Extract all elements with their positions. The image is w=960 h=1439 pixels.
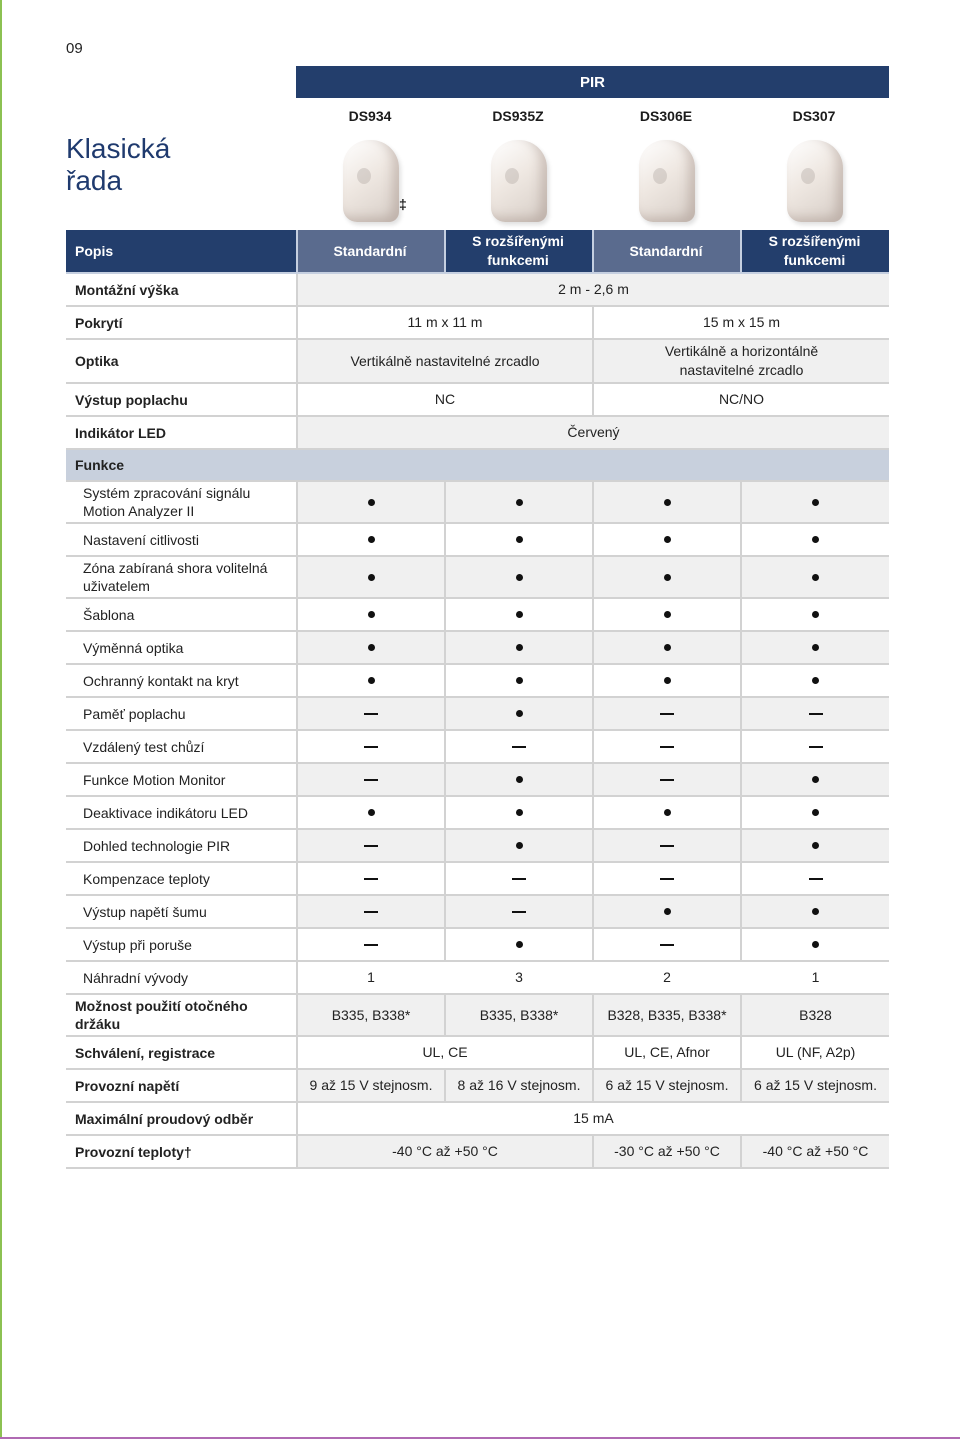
feature-row bbox=[66, 863, 889, 896]
supported-dot-icon bbox=[516, 710, 523, 717]
optics-value: Vertikálně a horizontálně nastavitelné zrcadlo bbox=[664, 343, 819, 378]
column-divider bbox=[592, 307, 594, 338]
column-divider bbox=[296, 384, 298, 415]
section-label: Funkce bbox=[75, 457, 125, 473]
column-divider bbox=[296, 863, 298, 894]
column-divider bbox=[296, 599, 298, 630]
voltage-value: 6 až 15 V stejnosm. bbox=[754, 1077, 877, 1093]
column-divider bbox=[740, 665, 742, 696]
row-provozni-teploty bbox=[66, 1136, 889, 1169]
column-divider bbox=[740, 764, 742, 795]
spec-table bbox=[66, 230, 889, 1169]
feature-cell bbox=[446, 665, 592, 696]
feature-cell bbox=[298, 764, 444, 795]
page-number: 09 bbox=[66, 40, 83, 57]
feature-cell bbox=[742, 830, 889, 861]
feature-cell bbox=[446, 524, 592, 555]
row-label: Popis bbox=[75, 243, 114, 259]
row-label: Maximální proudový odběr bbox=[75, 1110, 254, 1127]
spare-terminals-value: 3 bbox=[515, 969, 523, 985]
column-divider bbox=[296, 830, 298, 861]
optics-value: Vertikálně nastavitelné zrcadlo bbox=[350, 352, 540, 369]
title-line-1: Klasická bbox=[66, 133, 171, 164]
row-montazni-vyska bbox=[66, 274, 889, 307]
supported-dot-icon bbox=[812, 536, 819, 543]
feature-cell bbox=[298, 599, 444, 630]
column-divider bbox=[444, 830, 446, 861]
not-supported-dash-icon bbox=[512, 878, 526, 880]
dagger-mark: ‡ bbox=[399, 196, 407, 212]
column-divider bbox=[444, 698, 446, 729]
model-ds935z: DS935Z bbox=[492, 108, 544, 124]
voltage-value: 9 až 15 V stejnosm. bbox=[309, 1077, 433, 1093]
column-divider bbox=[444, 797, 446, 828]
feature-row bbox=[66, 764, 889, 797]
column-divider bbox=[444, 632, 446, 663]
supported-dot-icon bbox=[516, 842, 523, 849]
type-extended: S rozšířenými funkcemi bbox=[444, 230, 592, 272]
column-divider bbox=[592, 340, 594, 382]
feature-row bbox=[66, 698, 889, 731]
feature-cell bbox=[742, 929, 889, 960]
feature-cell bbox=[742, 797, 889, 828]
feature-cell bbox=[594, 731, 740, 762]
feature-row bbox=[66, 797, 889, 830]
sensor-image-ds935z bbox=[491, 140, 547, 222]
column-divider bbox=[296, 929, 298, 960]
led-indicator-value: Červený bbox=[567, 424, 620, 440]
feature-cell bbox=[594, 557, 740, 597]
not-supported-dash-icon bbox=[660, 779, 674, 781]
title-line-2: řada bbox=[66, 165, 123, 196]
feature-cell bbox=[446, 764, 592, 795]
supported-dot-icon bbox=[368, 809, 375, 816]
row-label: Schválení, registrace bbox=[75, 1044, 216, 1061]
feature-label: Nastavení citlivosti bbox=[83, 531, 199, 548]
column-divider bbox=[592, 896, 594, 927]
column-divider bbox=[592, 1037, 594, 1068]
feature-cell bbox=[742, 599, 889, 630]
column-divider bbox=[592, 731, 594, 762]
sensor-image-ds934 bbox=[343, 140, 399, 222]
sensor-image-ds306e bbox=[639, 140, 695, 222]
feature-cell bbox=[594, 632, 740, 663]
not-supported-dash-icon bbox=[364, 911, 378, 913]
alarm-output-value: NC/NO bbox=[718, 391, 765, 407]
column-divider bbox=[740, 1136, 742, 1167]
feature-row bbox=[66, 830, 889, 863]
model-ds934: DS934 bbox=[348, 108, 392, 124]
feature-label: Výstup napětí šumu bbox=[83, 903, 207, 920]
feature-row bbox=[66, 632, 889, 665]
feature-row bbox=[66, 896, 889, 929]
supported-dot-icon bbox=[812, 644, 819, 651]
column-divider bbox=[592, 995, 594, 1035]
supported-dot-icon bbox=[516, 644, 523, 651]
feature-label: Funkce Motion Monitor bbox=[83, 771, 226, 788]
column-divider bbox=[740, 230, 742, 272]
bracket-value: B328, B335, B338* bbox=[607, 1006, 727, 1023]
spare-terminals-value: 1 bbox=[367, 969, 375, 985]
column-divider bbox=[740, 524, 742, 555]
column-divider bbox=[592, 1136, 594, 1167]
column-divider bbox=[444, 482, 446, 522]
supported-dot-icon bbox=[368, 536, 375, 543]
column-divider bbox=[592, 632, 594, 663]
column-divider bbox=[592, 557, 594, 597]
supported-dot-icon bbox=[812, 776, 819, 783]
feature-label: Dohled technologie PIR bbox=[83, 837, 231, 854]
column-divider bbox=[740, 731, 742, 762]
supported-dot-icon bbox=[368, 499, 375, 506]
feature-row bbox=[66, 524, 889, 557]
left-edge-line bbox=[0, 0, 2, 1439]
column-divider bbox=[296, 230, 298, 272]
supported-dot-icon bbox=[516, 499, 523, 506]
feature-cell bbox=[594, 896, 740, 927]
not-supported-dash-icon bbox=[512, 746, 526, 748]
column-divider bbox=[296, 482, 298, 522]
row-label: Montážní výška bbox=[75, 281, 179, 298]
not-supported-dash-icon bbox=[660, 713, 674, 715]
row-nahradni-vyvody bbox=[66, 962, 889, 995]
supported-dot-icon bbox=[664, 644, 671, 651]
column-divider bbox=[296, 417, 298, 448]
feature-cell bbox=[298, 698, 444, 729]
column-divider bbox=[592, 764, 594, 795]
row-label: Možnost použití otočného držáku bbox=[75, 998, 248, 1032]
type-standard: Standardní bbox=[592, 230, 740, 272]
column-divider bbox=[592, 384, 594, 415]
feature-cell bbox=[298, 632, 444, 663]
feature-cell bbox=[594, 599, 740, 630]
column-divider bbox=[592, 698, 594, 729]
feature-label: Výměnná optika bbox=[83, 639, 184, 656]
not-supported-dash-icon bbox=[364, 713, 378, 715]
feature-cell bbox=[298, 557, 444, 597]
temperature-value: -40 °C až +50 °C bbox=[762, 1143, 869, 1159]
supported-dot-icon bbox=[812, 842, 819, 849]
feature-cell bbox=[446, 731, 592, 762]
bracket-value: B328 bbox=[799, 1006, 832, 1023]
column-divider bbox=[740, 698, 742, 729]
spare-terminals-value: 1 bbox=[811, 969, 820, 985]
column-divider bbox=[592, 524, 594, 555]
not-supported-dash-icon bbox=[660, 878, 674, 880]
not-supported-dash-icon bbox=[660, 746, 674, 748]
supported-dot-icon bbox=[664, 499, 671, 506]
column-divider bbox=[592, 1070, 594, 1101]
row-label: Indikátor LED bbox=[75, 424, 167, 441]
column-divider bbox=[444, 764, 446, 795]
column-divider bbox=[296, 340, 298, 382]
feature-cell bbox=[742, 557, 889, 597]
column-divider bbox=[296, 1070, 298, 1101]
supported-dot-icon bbox=[516, 536, 523, 543]
feature-cell bbox=[298, 896, 444, 927]
column-divider bbox=[740, 830, 742, 861]
not-supported-dash-icon bbox=[364, 746, 378, 748]
feature-label: Vzdálený test chůzí bbox=[83, 738, 205, 755]
feature-cell bbox=[742, 632, 889, 663]
feature-cell bbox=[298, 524, 444, 555]
row-popis bbox=[66, 230, 889, 274]
feature-cell bbox=[446, 863, 592, 894]
column-divider bbox=[296, 1136, 298, 1167]
column-divider bbox=[740, 995, 742, 1035]
supported-dot-icon bbox=[664, 611, 671, 618]
feature-cell bbox=[742, 731, 889, 762]
column-divider bbox=[444, 863, 446, 894]
not-supported-dash-icon bbox=[809, 878, 823, 880]
not-supported-dash-icon bbox=[512, 911, 526, 913]
not-supported-dash-icon bbox=[809, 713, 823, 715]
approval-value: UL (NF, A2p) bbox=[775, 1044, 856, 1060]
feature-cell bbox=[594, 797, 740, 828]
column-divider bbox=[444, 731, 446, 762]
feature-cell bbox=[742, 698, 889, 729]
row-provozni-napeti bbox=[66, 1070, 889, 1103]
feature-cell bbox=[446, 698, 592, 729]
feature-row bbox=[66, 482, 889, 524]
supported-dot-icon bbox=[368, 677, 375, 684]
column-divider bbox=[592, 863, 594, 894]
supported-dot-icon bbox=[812, 677, 819, 684]
supported-dot-icon bbox=[664, 677, 671, 684]
feature-row bbox=[66, 665, 889, 698]
supported-dot-icon bbox=[812, 908, 819, 915]
column-divider bbox=[740, 482, 742, 522]
column-divider bbox=[296, 307, 298, 338]
sensor-image-ds307 bbox=[787, 140, 843, 222]
row-label: Provozní napětí bbox=[75, 1077, 180, 1094]
type-standard: Standardní bbox=[296, 230, 444, 272]
supported-dot-icon bbox=[812, 611, 819, 618]
not-supported-dash-icon bbox=[364, 845, 378, 847]
row-vystup-poplachu bbox=[66, 384, 889, 417]
feature-cell bbox=[594, 482, 740, 522]
row-label: Optika bbox=[75, 353, 119, 369]
feature-cell bbox=[742, 764, 889, 795]
feature-cell bbox=[446, 482, 592, 522]
column-divider bbox=[296, 524, 298, 555]
feature-row bbox=[66, 929, 889, 962]
column-divider bbox=[592, 482, 594, 522]
column-divider bbox=[592, 797, 594, 828]
column-divider bbox=[444, 896, 446, 927]
voltage-value: 8 až 16 V stejnosm. bbox=[457, 1077, 581, 1093]
alarm-output-value: NC bbox=[434, 391, 456, 407]
supported-dot-icon bbox=[368, 611, 375, 618]
row-label: Náhradní vývody bbox=[83, 969, 189, 986]
column-divider bbox=[296, 995, 298, 1035]
not-supported-dash-icon bbox=[809, 746, 823, 748]
feature-cell bbox=[742, 665, 889, 696]
feature-label: Výstup při poruše bbox=[83, 936, 192, 953]
row-label: Pokrytí bbox=[75, 314, 123, 331]
supported-dot-icon bbox=[516, 677, 523, 684]
model-ds307: DS307 bbox=[792, 108, 836, 124]
feature-cell bbox=[594, 929, 740, 960]
column-divider bbox=[592, 665, 594, 696]
column-divider bbox=[444, 524, 446, 555]
column-divider bbox=[296, 797, 298, 828]
bracket-value: B335, B338* bbox=[479, 1006, 559, 1023]
column-divider bbox=[592, 929, 594, 960]
row-schvaleni bbox=[66, 1037, 889, 1070]
column-divider bbox=[444, 599, 446, 630]
column-divider bbox=[296, 665, 298, 696]
row-label: Provozní teploty† bbox=[75, 1143, 192, 1160]
supported-dot-icon bbox=[516, 809, 523, 816]
feature-cell bbox=[446, 797, 592, 828]
column-divider bbox=[592, 830, 594, 861]
supported-dot-icon bbox=[516, 574, 523, 581]
supported-dot-icon bbox=[812, 499, 819, 506]
column-divider bbox=[740, 1037, 742, 1068]
column-divider bbox=[740, 632, 742, 663]
feature-label: Ochranný kontakt na kryt bbox=[83, 672, 239, 689]
row-proudovy-odber bbox=[66, 1103, 889, 1136]
feature-cell bbox=[298, 830, 444, 861]
approval-value: UL, CE, Afnor bbox=[624, 1044, 710, 1060]
row-funkce-section bbox=[66, 450, 889, 482]
column-divider bbox=[296, 731, 298, 762]
supported-dot-icon bbox=[812, 941, 819, 948]
supported-dot-icon bbox=[516, 941, 523, 948]
feature-label: Systém zpracování signálu Motion Analyzer II bbox=[83, 485, 251, 519]
row-pokryti bbox=[66, 307, 889, 340]
feature-rows bbox=[66, 482, 889, 962]
coverage-value: 11 m x 11 m bbox=[407, 314, 483, 330]
column-divider bbox=[444, 1070, 446, 1101]
supported-dot-icon bbox=[368, 644, 375, 651]
column-divider bbox=[740, 797, 742, 828]
supported-dot-icon bbox=[812, 574, 819, 581]
feature-cell bbox=[446, 599, 592, 630]
spare-terminals-value: 2 bbox=[663, 969, 671, 985]
feature-cell bbox=[298, 863, 444, 894]
feature-cell bbox=[594, 524, 740, 555]
not-supported-dash-icon bbox=[364, 878, 378, 880]
feature-label: Paměť poplachu bbox=[83, 705, 186, 722]
column-divider bbox=[592, 599, 594, 630]
column-divider bbox=[444, 665, 446, 696]
voltage-value: 6 až 15 V stejnosm. bbox=[605, 1077, 729, 1093]
feature-cell bbox=[594, 764, 740, 795]
column-divider bbox=[740, 1070, 742, 1101]
feature-cell bbox=[298, 929, 444, 960]
temperature-value: -30 °C až +50 °C bbox=[614, 1143, 720, 1159]
current-draw-value: 15 mA bbox=[573, 1110, 614, 1126]
supported-dot-icon bbox=[664, 536, 671, 543]
not-supported-dash-icon bbox=[364, 944, 378, 946]
feature-cell bbox=[594, 830, 740, 861]
temperature-value: -40 °C až +50 °C bbox=[392, 1143, 498, 1159]
column-divider bbox=[296, 557, 298, 597]
row-otocny-drzak bbox=[66, 995, 889, 1037]
feature-cell bbox=[298, 482, 444, 522]
bracket-value: B335, B338* bbox=[331, 1006, 411, 1023]
column-divider bbox=[740, 557, 742, 597]
coverage-value: 15 m x 15 m bbox=[702, 314, 781, 330]
feature-label: Zóna zabíraná shora volitelná uživatelem bbox=[83, 560, 268, 594]
column-divider bbox=[296, 896, 298, 927]
not-supported-dash-icon bbox=[364, 779, 378, 781]
feature-label: Deaktivace indikátoru LED bbox=[83, 804, 248, 821]
feature-cell bbox=[742, 896, 889, 927]
type-extended: S rozšířenými funkcemi bbox=[740, 230, 889, 272]
page-title bbox=[66, 133, 170, 197]
feature-cell bbox=[446, 557, 592, 597]
feature-label: Šablona bbox=[83, 606, 135, 623]
pir-category-header: PIR bbox=[296, 66, 889, 98]
column-divider bbox=[296, 764, 298, 795]
column-divider bbox=[740, 863, 742, 894]
feature-cell bbox=[446, 929, 592, 960]
supported-dot-icon bbox=[368, 574, 375, 581]
mounting-height-value: 2 m - 2,6 m bbox=[558, 281, 629, 297]
supported-dot-icon bbox=[516, 611, 523, 618]
column-divider bbox=[444, 557, 446, 597]
feature-cell bbox=[446, 896, 592, 927]
feature-cell bbox=[298, 797, 444, 828]
feature-cell bbox=[594, 863, 740, 894]
supported-dot-icon bbox=[664, 908, 671, 915]
row-label: Výstup poplachu bbox=[75, 391, 188, 408]
feature-cell bbox=[594, 698, 740, 729]
column-divider bbox=[444, 230, 446, 272]
not-supported-dash-icon bbox=[660, 845, 674, 847]
model-ds306e: DS306E bbox=[639, 108, 693, 124]
feature-cell bbox=[594, 665, 740, 696]
row-indikator-led bbox=[66, 417, 889, 450]
approval-value: UL, CE bbox=[422, 1044, 468, 1060]
column-divider bbox=[296, 962, 298, 993]
not-supported-dash-icon bbox=[660, 944, 674, 946]
column-divider bbox=[296, 1037, 298, 1068]
column-divider bbox=[740, 599, 742, 630]
column-divider bbox=[296, 1103, 298, 1134]
feature-row bbox=[66, 557, 889, 599]
column-divider bbox=[296, 274, 298, 305]
column-divider bbox=[296, 632, 298, 663]
supported-dot-icon bbox=[664, 809, 671, 816]
feature-cell bbox=[742, 863, 889, 894]
column-divider bbox=[444, 929, 446, 960]
feature-cell bbox=[446, 830, 592, 861]
column-divider bbox=[592, 230, 594, 272]
feature-cell bbox=[742, 524, 889, 555]
feature-cell bbox=[742, 482, 889, 522]
feature-row bbox=[66, 599, 889, 632]
supported-dot-icon bbox=[664, 574, 671, 581]
row-optika bbox=[66, 340, 889, 384]
column-divider bbox=[740, 929, 742, 960]
feature-cell bbox=[446, 632, 592, 663]
feature-cell bbox=[298, 731, 444, 762]
column-divider bbox=[296, 698, 298, 729]
column-divider bbox=[444, 995, 446, 1035]
supported-dot-icon bbox=[812, 809, 819, 816]
feature-row bbox=[66, 731, 889, 764]
feature-cell bbox=[298, 665, 444, 696]
column-divider bbox=[740, 896, 742, 927]
supported-dot-icon bbox=[516, 776, 523, 783]
feature-label: Kompenzace teploty bbox=[83, 870, 210, 887]
